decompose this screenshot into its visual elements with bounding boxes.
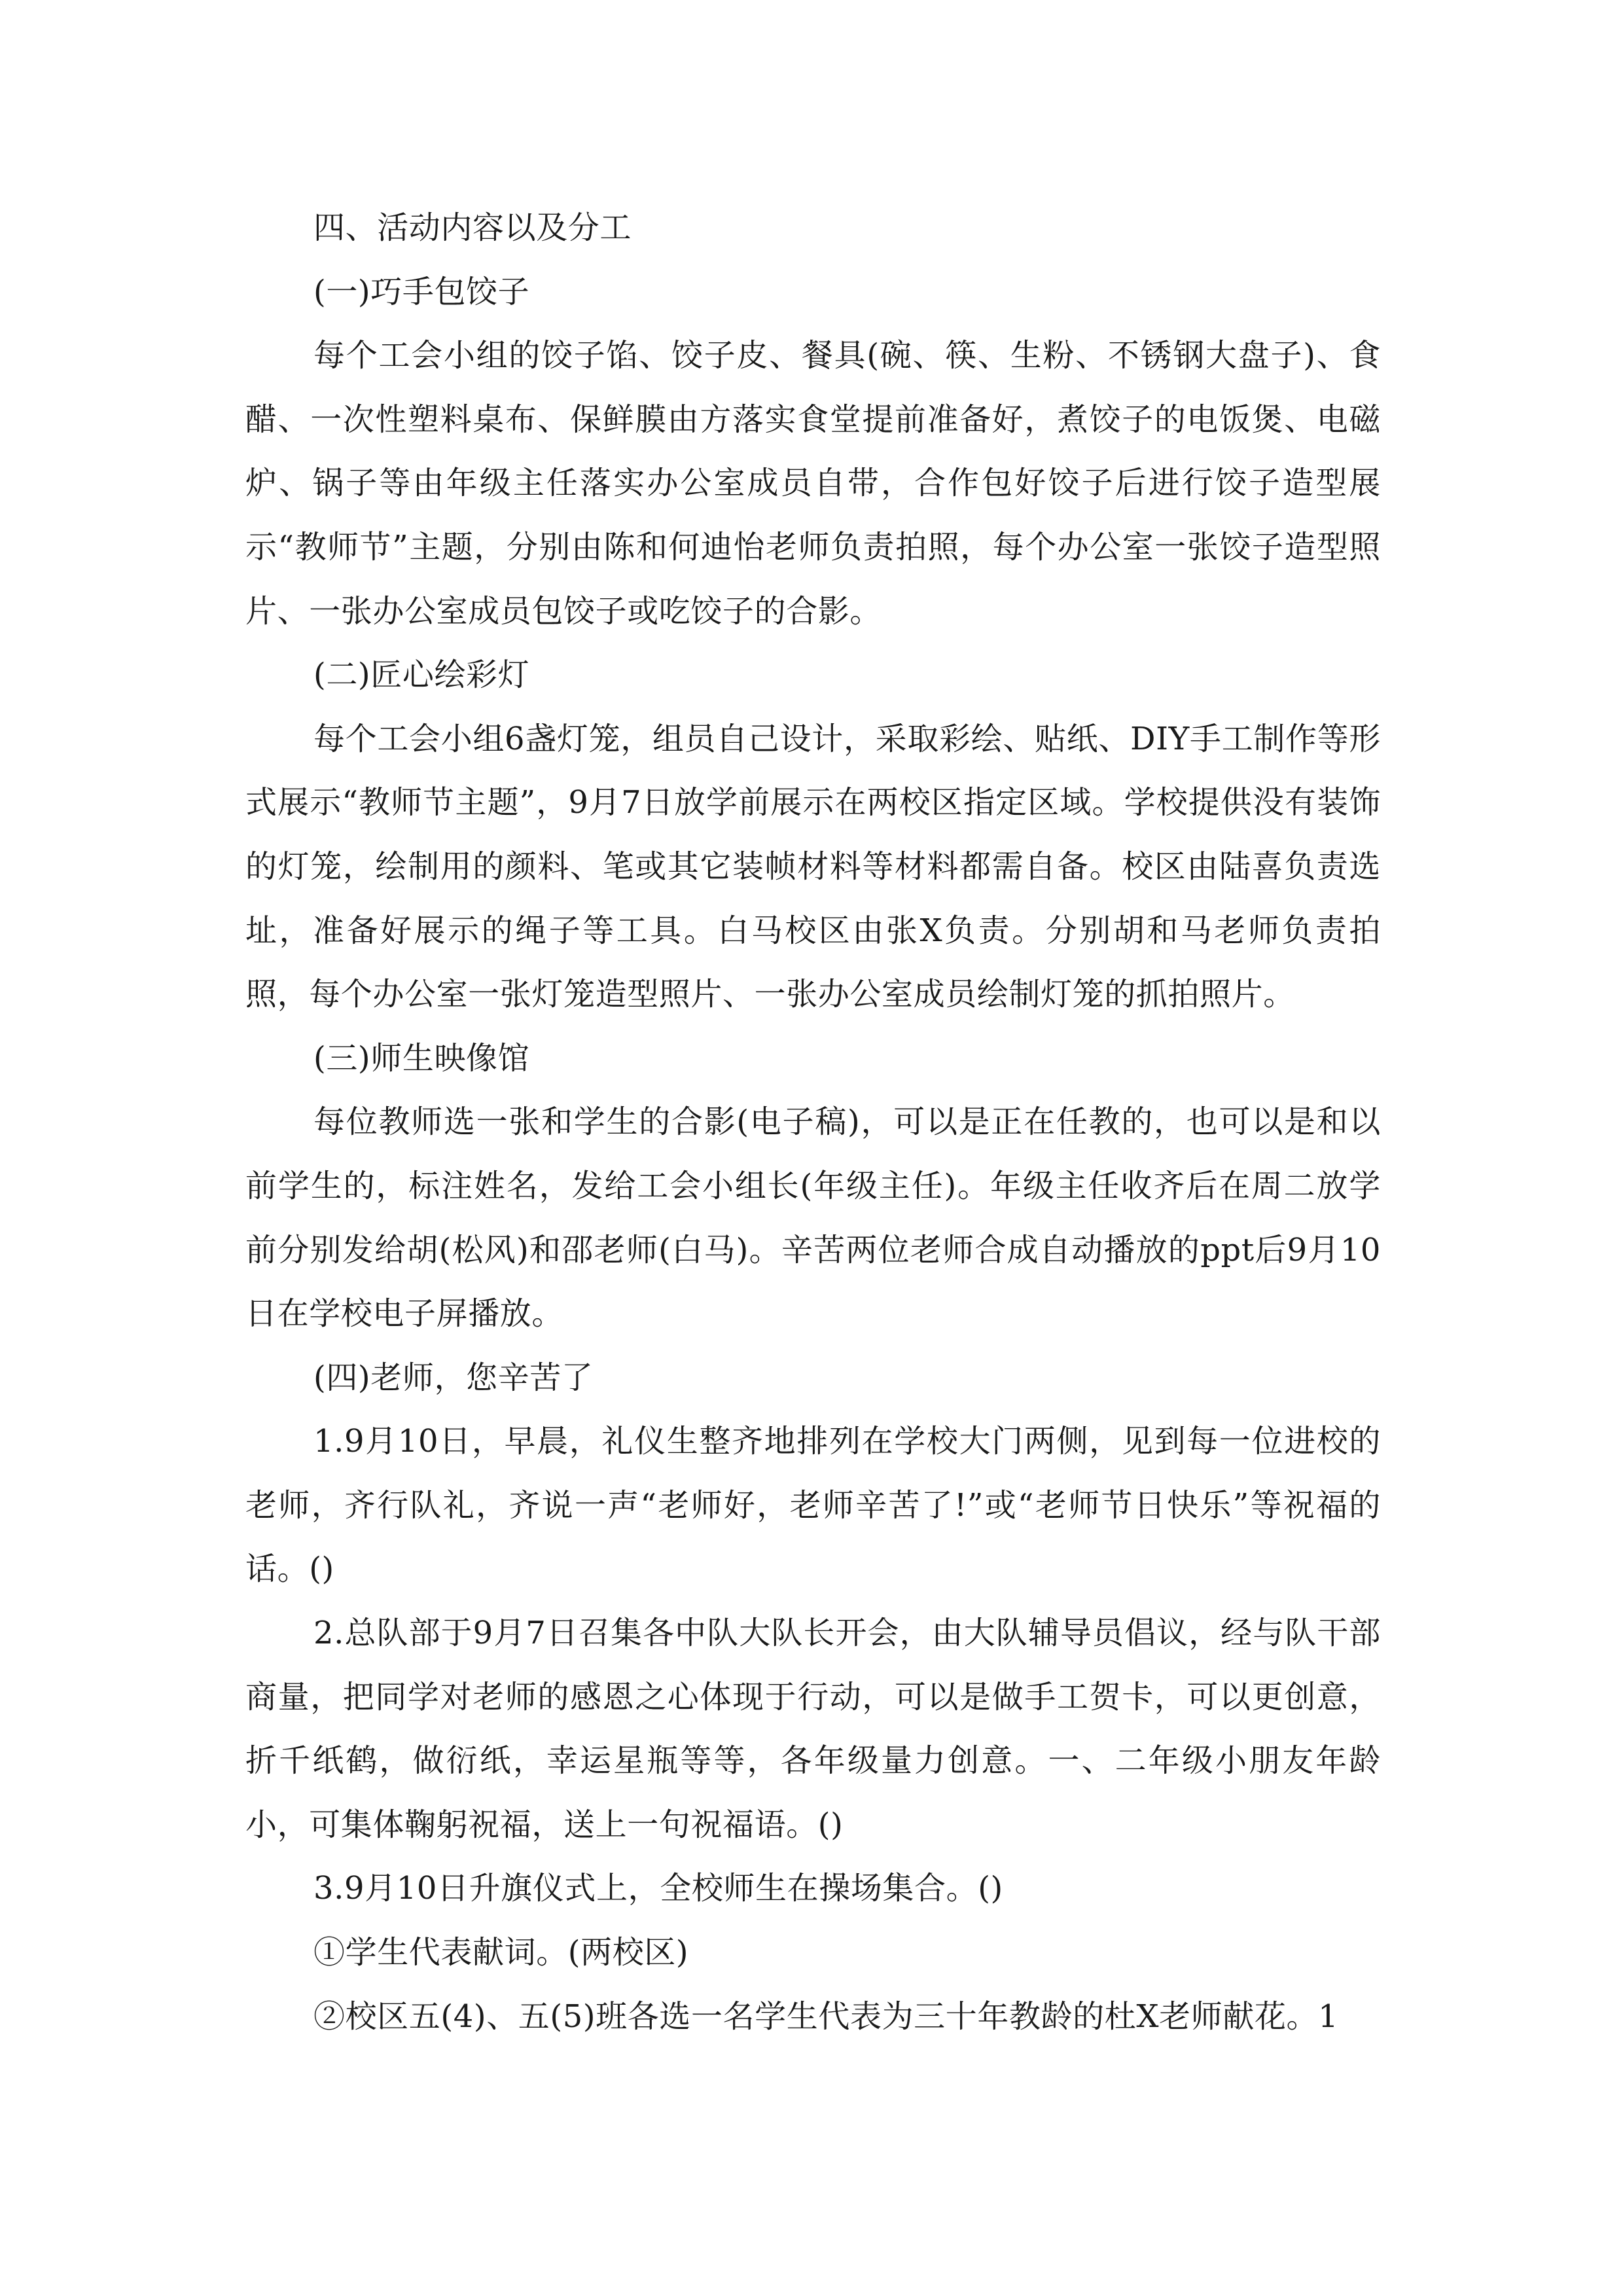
section-heading: 四、活动内容以及分工 — [313, 209, 632, 246]
document-body — [245, 196, 1381, 2049]
body-paragraph: 每位教师选一张和学生的合影(电子稿)，可以是正在任教的，也可以是和以前学生的，标注姓名，发给工会小组长(年级主任)。年级主任收齐后在周二放学前分别发给胡(松风)和邵老师(白马)。辛苦两位老师合成自动播放的ppt后9月10日在学校电子屏播放。 — [245, 1103, 1381, 1333]
body-paragraph: 每个工会小组6盏灯笼，组员自己设计，采取彩绘、贴纸、DIY手工制作等形式展示“教师节主题”，9月7日放学前展示在两校区指定区域。学校提供没有装饰的灯笼，绘制用的颜料、笔或其它装帧材料等材料都需自备。校区由陆喜负责选址，准备好展示的绳子等工具。白马校区由张X负责。分别胡和马老师负责拍照，每个办公室一张灯笼造型照片、一张办公室成员绘制灯笼的抓拍照片。 — [245, 720, 1381, 1013]
list-item: 2.总队部于9月7日召集各中队大队长开会，由大队辅导员倡议，经与队干部商量，把同学对老师的感恩之心体现于行动，可以是做手工贺卡，可以更创意，折千纸鹤，做衍纸，幸运星瓶等等，各年级量力创意。一、二年级小朋友年龄小，可集体鞠躬祝福，送上一句祝福语。() — [245, 1615, 1381, 1843]
list-item: ①学生代表献词。(两校区) — [313, 1934, 689, 1971]
list-item: 3.9月10日升旗仪式上，全校师生在操场集合。() — [313, 1870, 1003, 1907]
subsection-heading: (三)师生映像馆 — [313, 1039, 530, 1077]
subsection-heading: (一)巧手包饺子 — [313, 273, 530, 310]
body-paragraph: 每个工会小组的饺子馅、饺子皮、餐具(碗、筷、生粉、不锈钢大盘子)、食醋、一次性塑料桌布、保鲜膜由方落实食堂提前准备好，煮饺子的电饭煲、电磁炉、锅子等由年级主任落实办公室成员自带，合作包好饺子后进行饺子造型展示“教师节”主题，分别由陈和何迪怡老师负责拍照，每个办公室一张饺子造型照片、一张办公室成员包饺子或吃饺子的合影。 — [245, 337, 1381, 630]
list-item: 1.9月10日，早晨，礼仪生整齐地排列在学校大门两侧，见到每一位进校的老师，齐行队礼，齐说一声“老师好，老师辛苦了!”或“老师节日快乐”等祝福的话。() — [245, 1423, 1381, 1588]
subsection-heading: (二)匠心绘彩灯 — [313, 656, 530, 694]
subsection-heading: (四)老师，您辛苦了 — [313, 1359, 594, 1396]
list-item: ②校区五(4)、五(5)班各选一名学生代表为三十年教龄的杜X老师献花。1 — [313, 1998, 1339, 2035]
